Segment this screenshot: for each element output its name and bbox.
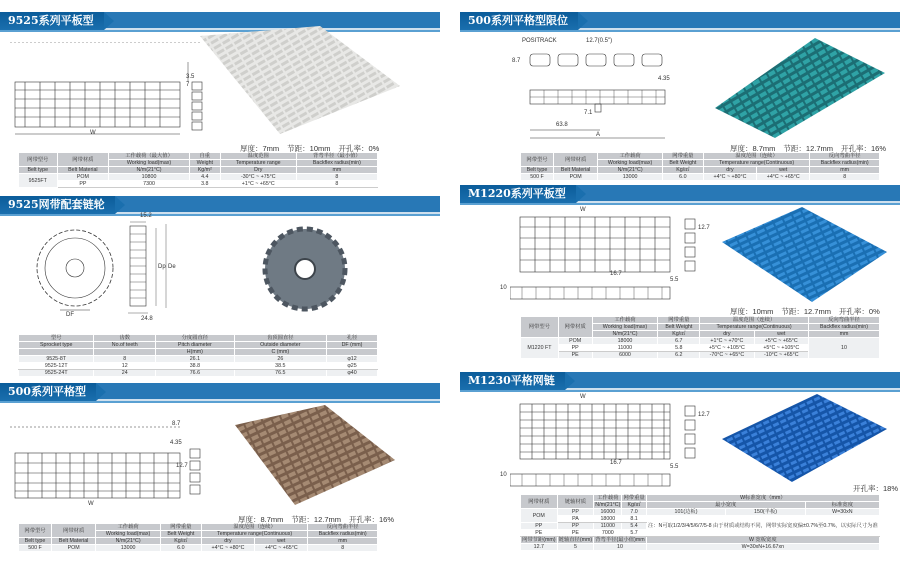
table-row (521, 537, 880, 544)
table-row (19, 174, 378, 181)
table-cell: 网带材质 (57, 153, 109, 167)
section-title: M1230平格网链 (460, 372, 565, 390)
right-column (460, 0, 900, 564)
table-cell: Kg/m² (189, 167, 220, 174)
table-cell: W标准宽度（mm） (646, 495, 879, 502)
table-cell: 8 (296, 181, 377, 188)
dim-d: De (168, 264, 176, 270)
table-cell: 38.8 (156, 363, 235, 370)
dim-b: 12.7 (698, 225, 710, 231)
table-cell: 工作载荷 (598, 153, 663, 160)
table-cell: φ12 (327, 356, 378, 363)
table-cell: 链轴材质 (557, 495, 594, 509)
table-row (19, 538, 378, 545)
table-cell: 8.1 (622, 516, 646, 523)
dim-b: 12.7 (176, 463, 188, 469)
table-cell: 反向弯曲半径 (808, 317, 879, 324)
belt-drawing-9525 (10, 42, 210, 142)
dim-a: 4.35 (170, 440, 182, 446)
table-cell: 9525-12T (19, 363, 94, 370)
sprocket-photo (260, 222, 350, 317)
table-cell: 温度范围 (220, 153, 296, 160)
table-cell: 150(半板) (726, 509, 806, 516)
positrack-drawing (520, 44, 680, 144)
table-cell: +4°C ~ +80°C (703, 174, 756, 181)
table-cell: Belt type (19, 538, 52, 545)
table-cell: N/m(21°C) (96, 538, 161, 545)
table-cell: 5.8 (658, 345, 700, 352)
table-cell: 8 (810, 174, 880, 181)
table-cell: 76.5 (234, 370, 326, 377)
table-cell: 网带材质 (558, 317, 592, 338)
table-cell: 标准宽度 (805, 502, 879, 509)
section-title: M1220系列平板型 (460, 185, 576, 203)
table-cell: 网带重量 (658, 317, 700, 324)
table-cell: PP (557, 523, 594, 530)
dim-a: 15.2 (140, 213, 152, 219)
table-cell: 11000 (592, 345, 658, 352)
table-cell: mm (808, 331, 879, 338)
table-cell: POM (521, 509, 558, 523)
table-cell: Backflex radius(min) (808, 324, 879, 331)
table-cell: 500 F (19, 545, 52, 552)
dim-a: 16.7 (610, 271, 622, 277)
table-cell (19, 349, 94, 356)
dim-pitch: 12.7(0.5") (586, 38, 613, 44)
table-cell: Backflex radius(min) (308, 531, 378, 538)
table-row (19, 370, 378, 377)
section-title: 500系列平格型限位 (460, 12, 578, 30)
table-row (19, 545, 378, 552)
table-cell: Working load(max) (592, 324, 658, 331)
table-cell: +4°C ~ +65°C (255, 545, 308, 552)
table-cell: 9525-8T (19, 356, 94, 363)
dim-c: 7.1 (584, 110, 593, 116)
table-cell: 26 (234, 356, 326, 363)
table-cell: C (mm) (234, 349, 326, 356)
table-cell: 网带重量 (623, 495, 645, 501)
section-500-positrack (460, 12, 900, 180)
table-row (521, 153, 880, 160)
table-cell: Belt type (521, 167, 554, 174)
belt-drawing-m1220 (510, 209, 710, 304)
table-row (521, 317, 880, 324)
spec-line: 厚度：8.7mm 节距：12.7mm 开孔率：16% (238, 515, 395, 524)
table-cell: PE (557, 530, 594, 537)
table-cell: 12 (94, 363, 156, 370)
table-cell: 10800 (109, 174, 190, 181)
table-cell: POM (558, 338, 592, 345)
table-cell: No.of teeth (94, 342, 156, 349)
table-row (19, 335, 378, 342)
table-cell (94, 349, 156, 356)
table-cell: 温度范围（连续） (703, 153, 810, 160)
table-cell: +4°C ~ +80°C (201, 545, 254, 552)
table-cell: Outside diameter (234, 342, 326, 349)
table-row (521, 516, 880, 523)
table-cell: N/m(21°C) (592, 331, 658, 338)
table-cell: 反向弯曲半径 (308, 524, 378, 531)
dim-thickness: 3.5 (186, 74, 195, 80)
table-cell: +1°C ~ +70°C (700, 338, 754, 345)
table-cell: Pitch diameter (156, 342, 235, 349)
table-cell: 16000 (594, 509, 622, 516)
table-cell: Temperature range(Continuous) (700, 324, 809, 331)
table-row (521, 338, 880, 345)
table-cell: DF (mm) (327, 342, 378, 349)
table-cell: N/m(21°C) (598, 167, 663, 174)
table-cell: 38.5 (234, 363, 326, 370)
table-cell: 孔径 (327, 335, 378, 342)
table-cell: +5°C ~ +105°C (754, 345, 808, 352)
table-row (19, 342, 378, 349)
table-cell: 7000 (594, 530, 622, 537)
dim-d: 63.8 (556, 122, 568, 128)
table-row (19, 349, 378, 356)
table-cell: Kg/㎡ (160, 538, 201, 545)
table-cell: 型号 (19, 335, 94, 342)
section-m1220 (460, 185, 900, 358)
table-cell: 5.4 (622, 523, 646, 530)
section-header (460, 372, 900, 390)
table-cell: 背弯半径(最小值)mm (595, 537, 645, 543)
table-cell: 13000 (598, 174, 663, 181)
sprocket-drawing (30, 218, 200, 328)
section-title: 9525网带配套链轮 (0, 196, 115, 214)
table-cell: Backflex radius(min) (810, 160, 880, 167)
table-cell: +5°C ~ +105°C (700, 345, 754, 352)
dim-width: W (580, 394, 586, 400)
dim-e: A (596, 132, 601, 138)
table-cell: 10 (594, 544, 647, 551)
table-row (521, 509, 880, 516)
table-cell: Kg/㎡ (658, 331, 700, 338)
table-cell: 工作载荷 (96, 524, 161, 531)
table-cell: H(mm) (156, 349, 235, 356)
table-cell: dry (703, 167, 756, 174)
dim-b: 4.35 (658, 76, 670, 82)
table-cell (327, 349, 378, 356)
table-cell: PA (557, 516, 594, 523)
spec-table-m1220 (520, 316, 880, 359)
table-cell: 网带重量 (160, 524, 201, 531)
table-cell: 4.4 (189, 174, 220, 181)
table-cell: 工作载荷 (594, 495, 622, 502)
table-cell: Backflex radius(min) (296, 160, 377, 167)
table-cell: φ25 (327, 363, 378, 370)
table-cell: Working load(max) (598, 160, 663, 167)
dim-pitch: 7 (186, 82, 190, 88)
table-cell: N/m(21°C) (595, 502, 621, 508)
dim-b: 12.7 (698, 412, 710, 418)
section-header (0, 196, 440, 214)
table-cell: W=30xN (805, 509, 879, 516)
table-row (19, 167, 378, 174)
table-cell: 11000 (594, 523, 622, 530)
table-cell: 温度范围（连续） (700, 317, 809, 324)
table-cell: -70°C ~ +65°C (700, 352, 754, 359)
table-cell: N/m(21°C) (109, 167, 190, 174)
table-cell: Belt Material (554, 167, 598, 174)
dim-df: DF (66, 312, 74, 318)
table-cell: 7.0 (622, 509, 646, 516)
table-cell: 链轴直径(mm) (558, 537, 593, 543)
table-cell: 网带材质 (52, 524, 96, 538)
table-cell: 13000 (96, 545, 161, 552)
table-cell: Belt Material (57, 167, 109, 174)
table-cell: Dry (220, 167, 296, 174)
table-cell: mm (308, 538, 378, 545)
table-cell: 26.1 (156, 356, 235, 363)
table-cell: 最小宽度 (646, 502, 805, 509)
table-cell: 10 (808, 338, 879, 359)
table-cell: Temperature range(Continuous) (703, 160, 810, 167)
table-cell: PP (557, 509, 594, 516)
table-cell: +4°C ~ +65°C (757, 174, 810, 181)
left-column (0, 0, 440, 564)
table-row (19, 153, 378, 160)
table-cell: Belt Material (52, 538, 96, 545)
table-cell: PP (521, 523, 558, 530)
dim-c: Dp (158, 264, 166, 270)
table-cell: POM (52, 545, 96, 552)
table-row (521, 174, 880, 181)
table-cell: Belt type (19, 167, 58, 174)
table-cell: mm (810, 167, 880, 174)
dim-a: 16.7 (610, 460, 622, 466)
table-cell: 6.0 (662, 174, 703, 181)
belt-photo-m1220 (722, 207, 887, 302)
table-cell: 网带型号 (521, 317, 559, 338)
section-header (460, 12, 900, 30)
table-row (19, 363, 378, 370)
table-cell: 8 (94, 356, 156, 363)
table-cell: wet (757, 167, 810, 174)
table-cell: 6000 (592, 352, 658, 359)
belt-photo-m1230 (722, 394, 887, 482)
spec-table-500 (18, 523, 378, 552)
table-cell: M1220 FT (521, 338, 559, 359)
table-row (19, 181, 378, 188)
table-cell: Belt Weight (662, 160, 703, 167)
spec-table-9525 (18, 152, 378, 188)
table-cell: 分度圆直径 (156, 335, 235, 342)
table-cell: Sprocket type (19, 342, 94, 349)
table-row (521, 167, 880, 174)
table-cell: 网带重量 (662, 153, 703, 160)
table-cell: 101(边板) (646, 509, 726, 516)
table-cell: 反向弯曲半径 (810, 153, 880, 160)
section-500 (0, 383, 440, 551)
table-cell: Belt Weight (658, 324, 700, 331)
spec-table-sprocket (18, 334, 378, 377)
table-cell: 工作载荷（最大值） (109, 153, 190, 160)
table-cell: 18000 (594, 516, 622, 523)
table-cell: 5.7 (622, 530, 646, 537)
table-cell: Working load(max) (109, 160, 190, 167)
dim-width: W (90, 130, 96, 136)
table-cell: 5 (557, 544, 594, 551)
dim-c: 8.7 (172, 421, 181, 427)
table-cell: 18000 (592, 338, 658, 345)
dim-b: 24.8 (141, 316, 153, 322)
section-header (0, 383, 440, 401)
section-header (460, 185, 900, 203)
table-cell: PP (57, 181, 109, 188)
table-cell: 网带材质 (554, 153, 598, 167)
section-sprocket (0, 196, 440, 376)
dim-d: 10 (500, 472, 507, 478)
table-cell: PE (521, 530, 558, 537)
dim-c: 5.5 (670, 464, 679, 470)
table-cell: 24 (94, 370, 156, 377)
table-cell: POM (554, 174, 598, 181)
table-cell: mm (296, 167, 377, 174)
dim-d: 10 (500, 285, 507, 291)
table-cell: 9525-24T (19, 370, 94, 377)
table-cell: Kg/㎡ (622, 502, 646, 509)
section-9525 (0, 12, 440, 187)
spec-line: 开孔率：18% (853, 484, 899, 493)
table-cell: 7300 (109, 181, 190, 188)
dim-width: W (88, 501, 94, 507)
table-cell: 网带节距(mm) (522, 537, 556, 543)
table-cell: Temperature range(Continuous) (201, 531, 308, 538)
table-cell: Temperature range (220, 160, 296, 167)
spec-table-m1230 (520, 494, 880, 551)
table-cell: 12.7 (521, 544, 558, 551)
table-cell: 500 F (521, 174, 554, 181)
dim-width: W (580, 207, 586, 213)
table-cell: 9525FT (19, 174, 58, 188)
table-cell: +5°C ~ +65°C (754, 338, 808, 345)
table-cell: -30°C ~ +75°C (220, 174, 296, 181)
table-cell: 齿数 (94, 335, 156, 342)
table-cell: PP (558, 345, 592, 352)
table-row (521, 544, 880, 551)
table-cell: 温度范围（连续） (201, 524, 308, 531)
table-cell: 6.7 (658, 338, 700, 345)
table-cell: 网带型号 (19, 153, 58, 167)
table-cell: Working load(max) (96, 531, 161, 538)
dim-track: POSITRACK (522, 38, 557, 44)
belt-photo-9525 (200, 26, 400, 134)
belt-photo-500 (235, 405, 395, 505)
table-cell: 网带材质 (521, 495, 558, 509)
section-title: 500系列平格型 (0, 383, 96, 401)
belt-drawing-m1230 (510, 396, 710, 491)
table-cell: +1°C ~ +65°C (220, 181, 296, 188)
dim-c: 5.5 (670, 277, 679, 283)
table-cell: 注：N可取1/2/3/4/5/6/7/5-8 由于材质或结构不同，网带实际宽度偏±0.7%至0.7%，以实际尺寸为准 (646, 516, 879, 537)
table-cell: 8 (308, 545, 378, 552)
table-cell: 网带型号 (521, 153, 554, 167)
table-cell: wet (255, 538, 308, 545)
table-cell: W 宽板宽度 (646, 537, 879, 544)
table-cell: 3.8 (189, 181, 220, 188)
table-cell: 背弯半径（最小值） (296, 153, 377, 160)
table-cell: -10°C ~ +65°C (754, 352, 808, 359)
section-title: 9525系列平板型 (0, 12, 104, 30)
table-cell: 8 (296, 174, 377, 181)
table-cell: 齿顶圆直径 (234, 335, 326, 342)
spec-table-positrack (520, 152, 880, 181)
table-cell: wet (754, 331, 808, 338)
table-cell: Weight (189, 160, 220, 167)
table-cell: Belt Weight (160, 531, 201, 538)
table-cell: 6.2 (658, 352, 700, 359)
table-cell: 工作载荷 (592, 317, 658, 324)
table-cell: W=30xN+16.67xn (646, 544, 879, 551)
table-cell: 自重 (189, 153, 220, 160)
table-row (19, 356, 378, 363)
table-row (521, 495, 880, 502)
table-cell: dry (700, 331, 754, 338)
section-m1230 (460, 372, 900, 550)
table-cell: 6.0 (160, 545, 201, 552)
dim-a: 8.7 (512, 58, 521, 64)
table-cell: POM (57, 174, 109, 181)
table-cell: Kg/㎡ (662, 167, 703, 174)
spec-line: 厚度：8.7mm 节距：12.7mm 开孔率：16% (730, 144, 887, 153)
belt-photo-positrack (715, 38, 885, 138)
table-row (19, 524, 378, 531)
table-cell: 76.6 (156, 370, 235, 377)
table-cell: φ40 (327, 370, 378, 377)
spec-line: 厚度：7mm 节距：10mm 开孔率：0% (240, 144, 380, 153)
table-cell: dry (201, 538, 254, 545)
table-cell: PE (558, 352, 592, 359)
table-cell: 网带型号 (19, 524, 52, 538)
spec-line: 厚度：10mm 节距：12.7mm 开孔率：0% (730, 307, 880, 316)
